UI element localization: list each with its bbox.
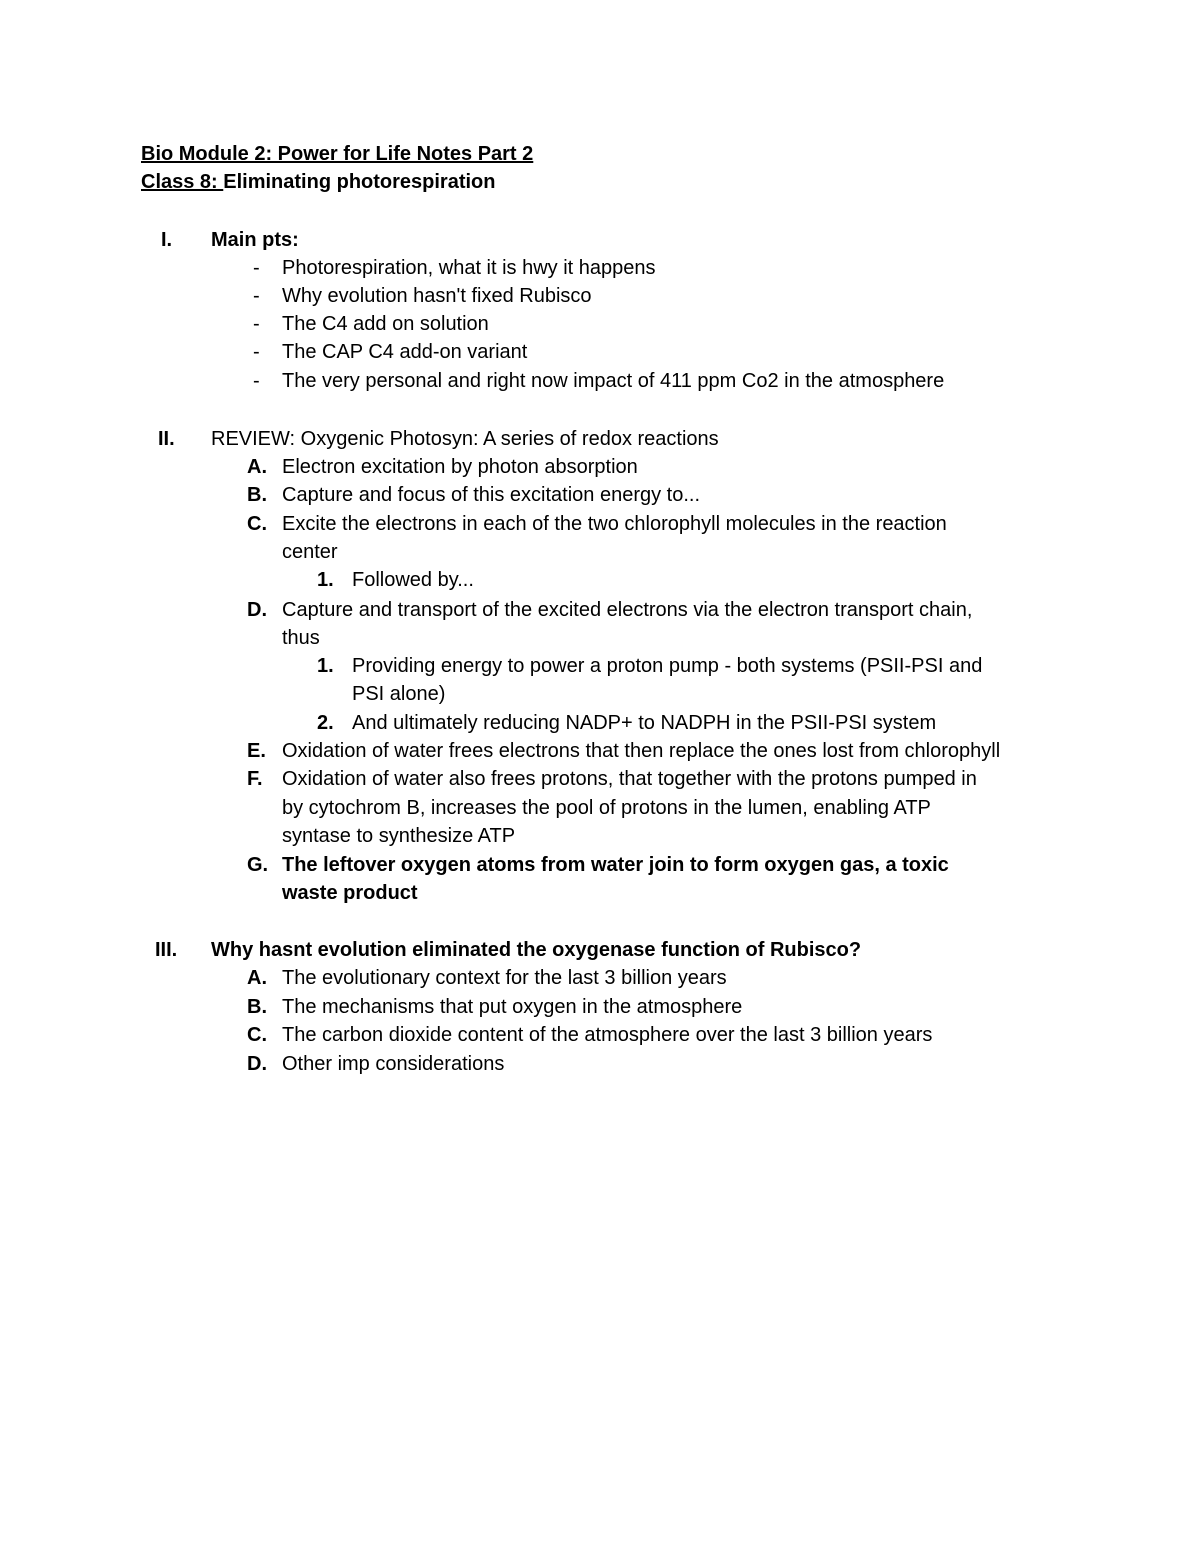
list-marker: A. — [247, 456, 267, 478]
sublist-item: And ultimately reducing NADP+ to NADPH in the PSII-PSI system — [352, 712, 937, 734]
list-item: Electron excitation by photon absorption — [282, 456, 638, 478]
list-item: Excite the electrons in each of the two chlorophyll molecules in the reaction — [282, 513, 947, 535]
list-item-continuation: syntase to synthesize ATP — [282, 825, 516, 847]
sublist-marker: 1. — [317, 655, 334, 677]
class-title: Eliminating photorespiration — [223, 171, 496, 193]
list-marker: E. — [247, 740, 266, 762]
list-item-continuation: waste product — [282, 882, 418, 904]
class-label: Class 8: — [141, 171, 224, 193]
list-marker: G. — [247, 854, 269, 876]
sublist-item: Providing energy to power a proton pump - both systems (PSII-PSI and — [352, 655, 983, 677]
section-numeral: III. — [155, 939, 178, 961]
section-numeral: I. — [161, 229, 173, 251]
list-marker: D. — [247, 1053, 267, 1075]
list-marker: D. — [247, 599, 267, 621]
list-item-continuation: by cytochrom B, increases the pool of protons in the lumen, enabling ATP — [282, 797, 931, 819]
document-title: Bio Module 2: Power for Life Notes Part 2 — [141, 143, 534, 165]
sublist-marker: 1. — [317, 569, 334, 591]
section-heading: Why hasnt evolution eliminated the oxygenase function of Rubisco? — [211, 939, 862, 961]
list-item-continuation: center — [282, 541, 338, 563]
list-item: Capture and transport of the excited electrons via the electron transport chain, — [282, 599, 973, 621]
list-marker: F. — [247, 768, 263, 790]
list-item: The very personal and right now impact of 411 ppm Co2 in the atmosphere — [282, 370, 945, 392]
list-item: Photorespiration, what it is hwy it happens — [282, 257, 656, 279]
list-bullet: - — [253, 257, 260, 279]
list-marker: A. — [247, 967, 267, 989]
list-item: The leftover oxygen atoms from water join to form oxygen gas, a toxic — [282, 854, 949, 876]
list-item: Other imp considerations — [282, 1053, 505, 1075]
sublist-item: Followed by... — [352, 569, 474, 591]
list-item: The mechanisms that put oxygen in the atmosphere — [282, 996, 743, 1018]
section-heading: Main pts: — [211, 229, 299, 251]
list-item: The C4 add on solution — [282, 313, 489, 335]
sublist-item-continuation: PSI alone) — [352, 683, 446, 705]
list-item: The carbon dioxide content of the atmosphere over the last 3 billion years — [282, 1024, 933, 1046]
list-item: Why evolution hasn't fixed Rubisco — [282, 285, 592, 307]
section-heading: REVIEW: Oxygenic Photosyn: A series of redox reactions — [211, 428, 719, 450]
list-item: Oxidation of water frees electrons that then replace the ones lost from chlorophyll — [282, 740, 1001, 762]
list-marker: C. — [247, 513, 267, 535]
list-bullet: - — [253, 370, 260, 392]
sublist-marker: 2. — [317, 712, 334, 734]
class-heading — [141, 168, 496, 196]
list-item: Capture and focus of this excitation energy to... — [282, 484, 701, 506]
list-marker: B. — [247, 484, 267, 506]
list-item: The CAP C4 add-on variant — [282, 341, 528, 363]
list-item: The evolutionary context for the last 3 billion years — [282, 967, 727, 989]
list-item: Oxidation of water also frees protons, that together with the protons pumped in — [282, 768, 977, 790]
list-bullet: - — [253, 313, 260, 335]
section-numeral: II. — [158, 428, 175, 450]
list-item-continuation: thus — [282, 627, 320, 649]
list-marker: C. — [247, 1024, 267, 1046]
list-marker: B. — [247, 996, 267, 1018]
list-bullet: - — [253, 341, 260, 363]
list-bullet: - — [253, 285, 260, 307]
